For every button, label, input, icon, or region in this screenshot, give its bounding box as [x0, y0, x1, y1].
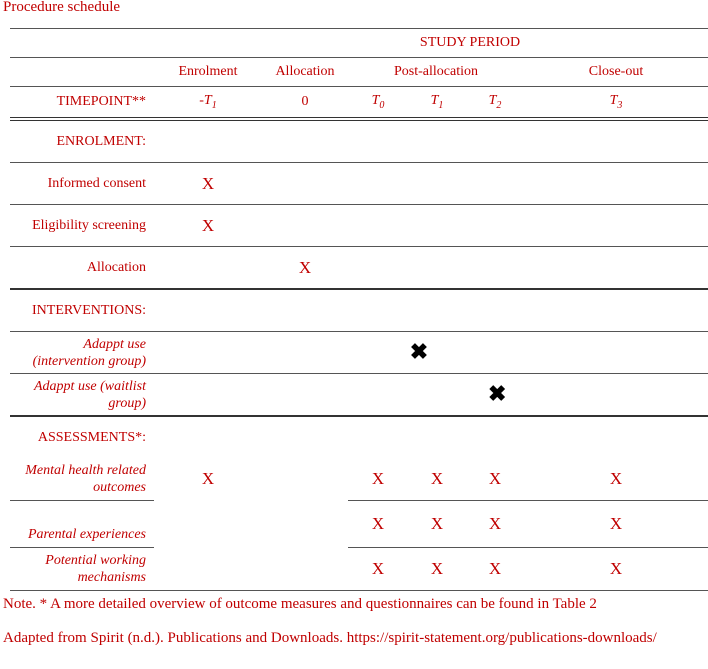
mark-x: X: [609, 514, 623, 533]
mark-x: X: [371, 559, 385, 578]
timepoint-label: TIMEPOINT**: [56, 94, 146, 109]
table-row: [10, 458, 708, 501]
timepoint-t3: $T_3$: [609, 93, 623, 111]
mark-x: X: [430, 514, 444, 533]
row-working-mechanisms: Potential working mechanisms: [45, 553, 146, 585]
table-row: [10, 548, 708, 591]
row-adappt-intervention: Adappt use (intervention group): [32, 336, 146, 369]
mark-x: X: [488, 469, 502, 488]
section-interventions-row: [10, 289, 708, 332]
table-note: Note. * A more detailed overview of outcome measures and questionnaires can be found in Table 2: [3, 596, 597, 612]
mark-x: X: [298, 257, 312, 277]
table-row: [10, 247, 708, 290]
mark-x: X: [371, 469, 385, 488]
row-eligibility-screening: Eligibility screening: [32, 217, 146, 233]
timepoint-t2: $T_2$: [488, 93, 502, 111]
mark-x: X: [609, 469, 623, 488]
phase-close-out: Close-out: [588, 64, 644, 79]
procedure-schedule-table: [10, 28, 708, 591]
row-informed-consent: Informed consent: [47, 175, 146, 191]
cross-icon: ✖: [488, 381, 507, 406]
section-assessments-row: [10, 416, 708, 458]
phase-row: [10, 58, 708, 87]
cross-icon: ✖: [409, 339, 429, 364]
study-period-header: STUDY PERIOD: [419, 35, 521, 50]
timepoint-zero: 0: [301, 94, 309, 109]
mark-x: X: [430, 469, 444, 488]
table-row: [10, 501, 708, 548]
table-row: [10, 205, 708, 247]
phase-allocation: Allocation: [275, 64, 335, 79]
section-enrolment: ENROLMENT:: [56, 133, 146, 149]
row-mental-health: Mental health related outcomes: [25, 463, 146, 495]
page-title: Procedure schedule: [3, 0, 121, 15]
mark-x: X: [488, 559, 502, 578]
row-parental-experiences: Parental experiences: [27, 527, 146, 542]
source-note: Adapted from Spirit (n.d.). Publications and Downloads. https://spirit-statement.org/publications-downloads/: [3, 630, 657, 646]
table-row: [10, 374, 708, 417]
phase-post-allocation: Post-allocation: [394, 64, 478, 79]
mark-x: X: [201, 173, 215, 193]
table-row: [10, 163, 708, 205]
timepoint-minus-t1: $-T_1$: [199, 93, 217, 111]
mark-x: X: [371, 514, 385, 533]
mark-x: X: [609, 559, 623, 578]
row-allocation: Allocation: [86, 259, 146, 275]
section-interventions: INTERVENTIONS:: [32, 302, 146, 318]
row-adappt-waitlist: Adappt use (waitlist group): [34, 378, 146, 411]
timepoint-row: [10, 87, 708, 120]
section-assessments: ASSESSMENTS*:: [37, 429, 146, 445]
timepoint-t0: $T_0$: [371, 93, 385, 111]
phase-enrolment: Enrolment: [178, 64, 238, 79]
mark-x: X: [430, 559, 444, 578]
section-enrolment-row: [10, 119, 708, 163]
timepoint-t1: $T_1$: [430, 93, 444, 111]
table-row: [10, 332, 708, 374]
mark-x: X: [201, 215, 215, 235]
study-period-row: [10, 29, 708, 58]
mark-x: X: [488, 514, 502, 533]
mark-x: X: [201, 469, 215, 489]
